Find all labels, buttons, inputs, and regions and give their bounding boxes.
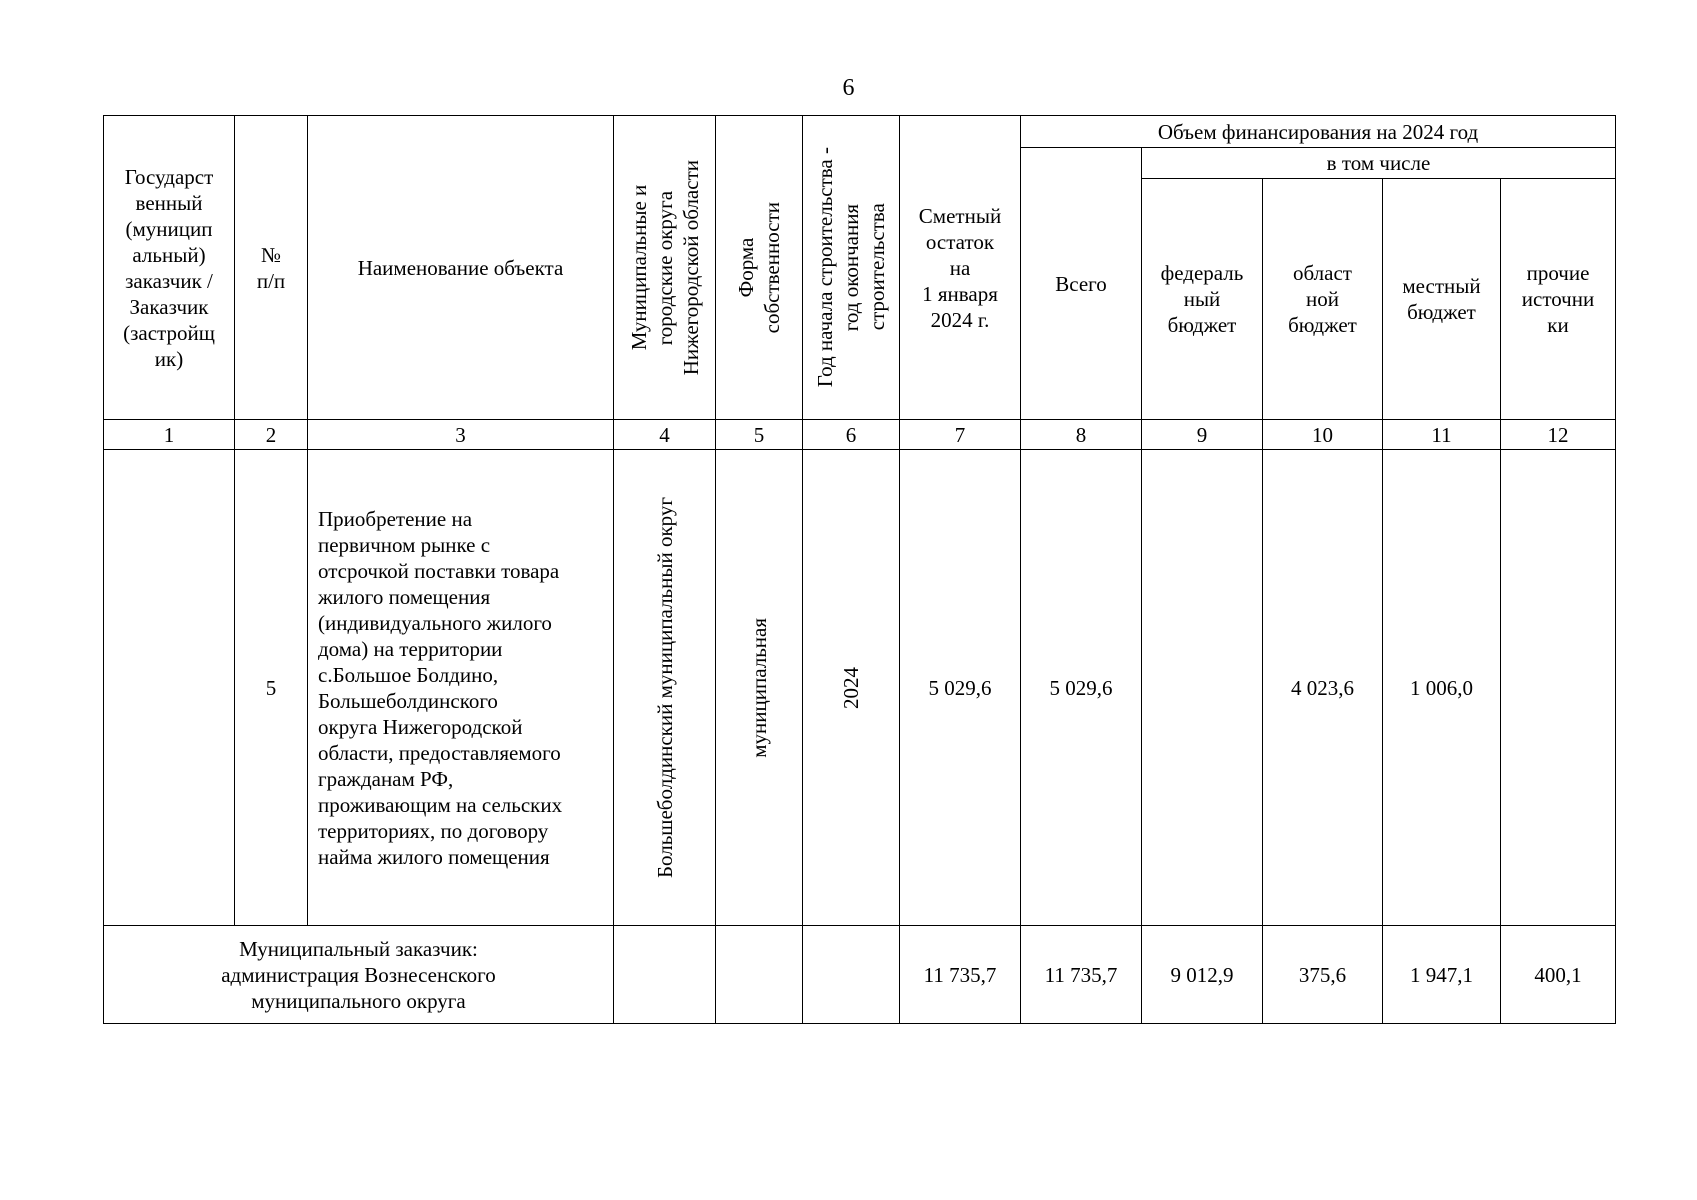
- financing-table: [103, 115, 1616, 1024]
- column-number: 7: [900, 420, 1021, 450]
- text-line: ный: [1183, 287, 1221, 311]
- column-number: 4: [614, 420, 716, 450]
- text-line: 2024 г.: [930, 307, 990, 332]
- row-ownership-text: муниципальная: [747, 617, 771, 758]
- text-line: ной: [1306, 287, 1339, 311]
- text-line: Заказчик: [129, 294, 209, 319]
- header-local: [1383, 179, 1501, 420]
- text-line: альный): [132, 242, 206, 267]
- text-line: гражданам РФ,: [318, 766, 454, 791]
- header-districts: [614, 116, 716, 420]
- header-districts-text: [626, 160, 704, 375]
- row-regional: 4 023,6: [1263, 450, 1383, 926]
- header-object-name: Наименование объекта: [308, 116, 614, 420]
- summary-total: 11 735,7: [1021, 926, 1142, 1024]
- row-federal: [1142, 450, 1263, 926]
- header-estimate-balance: [900, 116, 1021, 420]
- summary-local: 1 947,1: [1383, 926, 1501, 1024]
- header-years: [803, 116, 900, 420]
- row-object-name: [308, 450, 614, 926]
- text-line: област: [1293, 261, 1352, 285]
- header-including: в том числе: [1142, 148, 1616, 179]
- header-regional: [1263, 179, 1383, 420]
- row-district: [614, 450, 716, 926]
- text-line: №: [260, 242, 282, 267]
- row-total: 5 029,6: [1021, 450, 1142, 926]
- summary-empty-cell: [614, 926, 716, 1024]
- text-line: Год начала строительства -: [813, 147, 837, 388]
- text-line: области, предоставляемого: [318, 740, 561, 765]
- summary-empty-cell: [716, 926, 803, 1024]
- text-line: на: [949, 255, 971, 280]
- header-ownership-text: [733, 202, 785, 333]
- header-local-text: [1383, 273, 1500, 325]
- row-local: 1 006,0: [1383, 450, 1501, 926]
- text-line: ик): [154, 346, 184, 371]
- header-years-text: [812, 147, 890, 387]
- text-line: прочие: [1526, 261, 1590, 285]
- header-number-text: [235, 242, 307, 294]
- text-line: Приобретение на: [318, 506, 473, 531]
- header-ownership: [716, 116, 803, 420]
- summary-row: [104, 926, 1616, 1024]
- text-line: заказчик /: [125, 268, 213, 293]
- text-line: (индивидуального жилого: [318, 610, 552, 635]
- header-other-text: [1501, 260, 1615, 338]
- row-number: 5: [235, 450, 308, 926]
- column-number: 1: [104, 420, 235, 450]
- header-number: [235, 116, 308, 420]
- row-other: [1501, 450, 1616, 926]
- summary-regional: 375,6: [1263, 926, 1383, 1024]
- header-federal-text: [1142, 260, 1262, 338]
- column-number: 8: [1021, 420, 1142, 450]
- column-number: 11: [1383, 420, 1501, 450]
- header-total: Всего: [1021, 148, 1142, 420]
- row-district-text: Большеболдинский муниципальный округ: [652, 496, 677, 879]
- row-ownership: [716, 450, 803, 926]
- text-line: ки: [1547, 313, 1569, 337]
- text-line: (муницип: [125, 216, 213, 241]
- header-customer-text: [104, 164, 234, 372]
- text-line: венный: [135, 190, 203, 215]
- text-line: (застройщ: [123, 320, 215, 345]
- column-numbers-row: [104, 420, 1616, 450]
- table-row: [104, 450, 1616, 926]
- text-line: бюджет: [1167, 313, 1237, 337]
- summary-label-text: [104, 936, 613, 1014]
- text-line: Государст: [124, 164, 214, 189]
- text-line: федераль: [1160, 261, 1244, 285]
- text-line: Форма: [734, 237, 758, 298]
- text-line: остаток: [925, 229, 995, 254]
- text-line: Муниципальный заказчик:: [239, 936, 478, 961]
- page-number: 6: [842, 75, 855, 101]
- summary-label: [104, 926, 614, 1024]
- text-line: собственности: [760, 201, 784, 334]
- header-regional-text: [1263, 260, 1382, 338]
- text-line: Нижегородской области: [678, 159, 703, 376]
- text-line: Сметный: [918, 203, 1002, 228]
- text-line: муниципального округа: [251, 988, 466, 1013]
- text-line: отсрочкой поставки товара: [318, 558, 560, 583]
- text-line: найма жилого помещения: [318, 844, 550, 869]
- column-number: 9: [1142, 420, 1263, 450]
- column-number: 3: [308, 420, 614, 450]
- row-customer: [104, 450, 235, 926]
- summary-other: 400,1: [1501, 926, 1616, 1024]
- header-other: [1501, 179, 1616, 420]
- text-line: строительства: [865, 204, 889, 332]
- summary-empty-cell: [803, 926, 900, 1024]
- row-estimate-balance: 5 029,6: [900, 450, 1021, 926]
- text-line: бюджет: [1407, 300, 1476, 324]
- text-line: год окончания: [839, 203, 863, 332]
- summary-federal: 9 012,9: [1142, 926, 1263, 1024]
- header-federal: [1142, 179, 1263, 420]
- summary-estimate-balance: 11 735,7: [900, 926, 1021, 1024]
- text-line: первичном рынке с: [318, 532, 491, 557]
- text-line: жилого помещения: [318, 584, 491, 609]
- text-line: бюджет: [1288, 313, 1357, 337]
- header-customer: [104, 116, 235, 420]
- column-number: 2: [235, 420, 308, 450]
- text-line: п/п: [256, 268, 286, 293]
- text-line: территориях, по договору: [318, 818, 549, 843]
- text-line: источни: [1521, 287, 1595, 311]
- text-line: Муниципальные и: [626, 184, 651, 351]
- header-financing-title: Объем финансирования на 2024 год: [1021, 116, 1616, 148]
- row-year-text: 2024: [839, 666, 863, 709]
- row-object-name-text: [318, 506, 603, 870]
- column-number: 5: [716, 420, 803, 450]
- text-line: Большеболдинского: [318, 688, 498, 713]
- header-estimate-balance-text: [900, 203, 1020, 333]
- text-line: округа Нижегородской: [318, 714, 523, 739]
- text-line: 1 января: [922, 281, 998, 306]
- column-number: 12: [1501, 420, 1616, 450]
- column-number: 6: [803, 420, 900, 450]
- text-line: администрация Вознесенского: [221, 962, 496, 987]
- row-year: [803, 450, 900, 926]
- text-line: дома) на территории: [318, 636, 503, 661]
- column-number: 10: [1263, 420, 1383, 450]
- text-line: городские округа: [652, 190, 677, 345]
- text-line: с.Большое Болдино,: [318, 662, 499, 687]
- text-line: местный: [1402, 274, 1481, 298]
- text-line: проживающим на сельских: [318, 792, 563, 817]
